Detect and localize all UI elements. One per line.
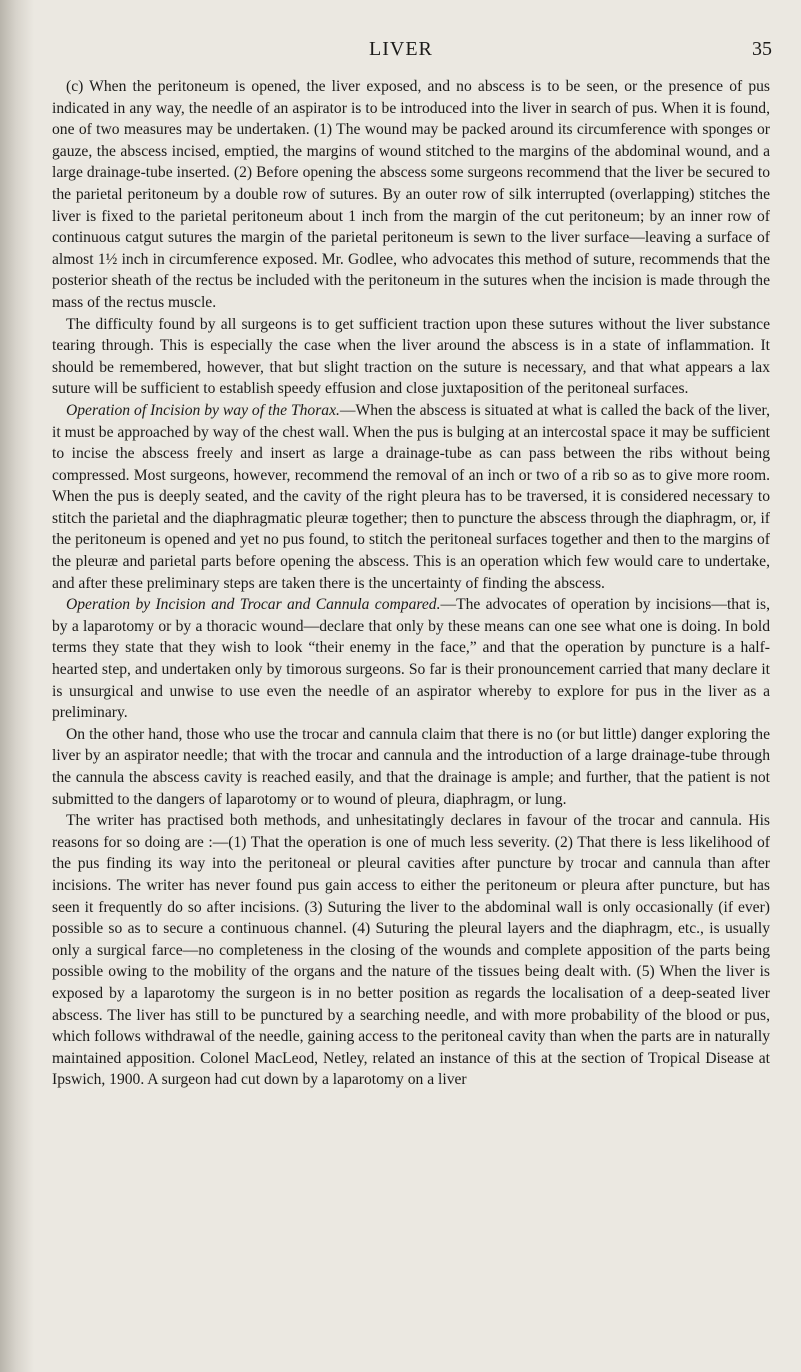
paragraph-incision-vs-trocar bbox=[52, 594, 770, 724]
paragraph-incision-by-thorax bbox=[52, 400, 770, 594]
paragraph-suture-traction bbox=[52, 314, 770, 400]
running-head bbox=[0, 38, 801, 68]
paragraph-text: The difficulty found by all surgeons is to get sufficient traction upon these sutures without the liver substance tearing through. This is especially the case when the liver around the abscess is in a state of inflammation. It should be remembered, however, that but slight traction on the suture is necessary, and that what appears a lax suture will be sufficient to establish speedy effusion and close juxtaposition of the peritoneal surfaces. bbox=[52, 315, 770, 398]
paragraph-writer-reasons bbox=[52, 810, 770, 1091]
section-heading-compared: Operation by Incision and Trocar and Cannula compared. bbox=[66, 596, 441, 614]
paragraph-text: —The advocates of operation by incisions—that is, by a laparotomy or by a thoracic wound—declare that only by these means can one see what one is doing. In bold terms they state that they wish to look “their enemy in the face,” and that the operation by puncture is a half-hearted step, and undertaken only by timorous surgeons. So far is their pronouncement carried that many declare it is unsurgical and unwise to use even the needle of an aspirator whereby to explore for pus in the liver as a preliminary. bbox=[52, 596, 770, 722]
page-number: 35 bbox=[752, 38, 772, 60]
paragraph-text: The writer has practised both methods, and unhesitatingly declares in favour of the trocar and cannula. His reasons for so doing are :—(1) That the operation is one of much less severity. (2) That there is less likelihood of the pus finding its way into the peritoneal or pleural cavities after puncture by trocar and cannula than after incisions. The writer has never found pus gain access to either the peritoneum or pleura after puncture, but has seen it frequently do so after incisions. (3) Suturing the liver to the abdominal wall is only occasionally (if ever) possible so as to secure a continuous channel. (4) Suturing the pleural layers and the diaphragm, etc., is usually only a surgical farce—no completeness in the closing of the wounds and complete apposition of the parts being possible owing to the mobility of the organs and the nature of the tissues being dealt with. (5) When the liver is exposed by a laparotomy the surgeon is in no better position as regards the localisation of a deep-seated liver abscess. The liver has still to be punctured by a searching needle, and with more probability of the blood or pus, which follows withdrawal of the needle, gaining access to the peritoneal cavity than when the parts are in naturally maintained apposition. Colonel MacLeod, Netley, related an instance of this at the section of Tropical Disease at Ipswich, 1900. A surgeon had cut down by a laparotomy on a liver bbox=[52, 812, 770, 1089]
body-text bbox=[52, 76, 770, 1091]
paragraph-text: (c) When the peritoneum is opened, the liver exposed, and no abscess is to be seen, or the presence of pus indicated in any way, the needle of an aspirator is to be introduced into the liver in search of pus. When it is found, one of two measures may be undertaken. (1) The wound may be packed around its circumference with sponges or gauze, the abscess incised, emptied, the margins of wound stitched to the margins of the abdominal wound, and a large drainage-tube inserted. (2) Before opening the abscess some surgeons recommend that the liver be secured to the parietal peritoneum by a double row of sutures. By an outer row of silk interrupted (overlapping) stitches the liver is fixed to the parietal peritoneum about 1 inch from the margin of the cut peritoneum; by an inner row of continuous catgut sutures the margin of the parietal peritoneum is sewn to the liver surface—leaving a surface of almost 1½ inch in circumference exposed. Mr. Godlee, who advocates this method of suture, recommends that the posterior sheath of the rectus be included with the peritoneum in the sutures when the incision is made through the mass of the rectus muscle. bbox=[52, 78, 770, 311]
paragraph-text: —When the abscess is situated at what is called the back of the liver, it must be approached by way of the chest wall. When the pus is bulging at an intercostal space it may be sufficient to incise the abscess freely and insert as large a drainage-tube as can pass between the ribs without being compressed. Most surgeons, however, recommend the removal of an inch or two of a rib so as to give more room. When the pus is deeply seated, and the cavity of the right pleura has to be traversed, it is considered necessary to stitch the parietal and the diaphragmatic pleuræ together; then to puncture the abscess through the diaphragm, or, if the peritoneum is opened and yet no pus found, to stitch the peritoneal surfaces together and then to the margins of the pleuræ and parietal parts before opening the abscess. This is an operation which few would care to undertake, and after these preliminary steps are taken there is the uncertainty of finding the abscess. bbox=[52, 401, 771, 592]
section-heading-thorax: Operation of Incision by way of the Thorax. bbox=[66, 401, 340, 419]
paragraph-trocar-advocates bbox=[52, 724, 770, 810]
running-title: LIVER bbox=[369, 38, 433, 60]
page-gutter-shadow bbox=[0, 0, 34, 1372]
paragraph-text: On the other hand, those who use the trocar and cannula claim that there is no (or but little) danger exploring the liver by an aspirator needle; that with the trocar and cannula and the introduction of a large drainage-tube through the cannula the abscess cavity is reached easily, and that the drainage is ample; and further, that the patient is not submitted to the dangers of laparotomy or to wound of pleura, diaphragm, or lung. bbox=[52, 725, 770, 808]
paragraph-c-peritoneum-opened bbox=[52, 76, 770, 314]
